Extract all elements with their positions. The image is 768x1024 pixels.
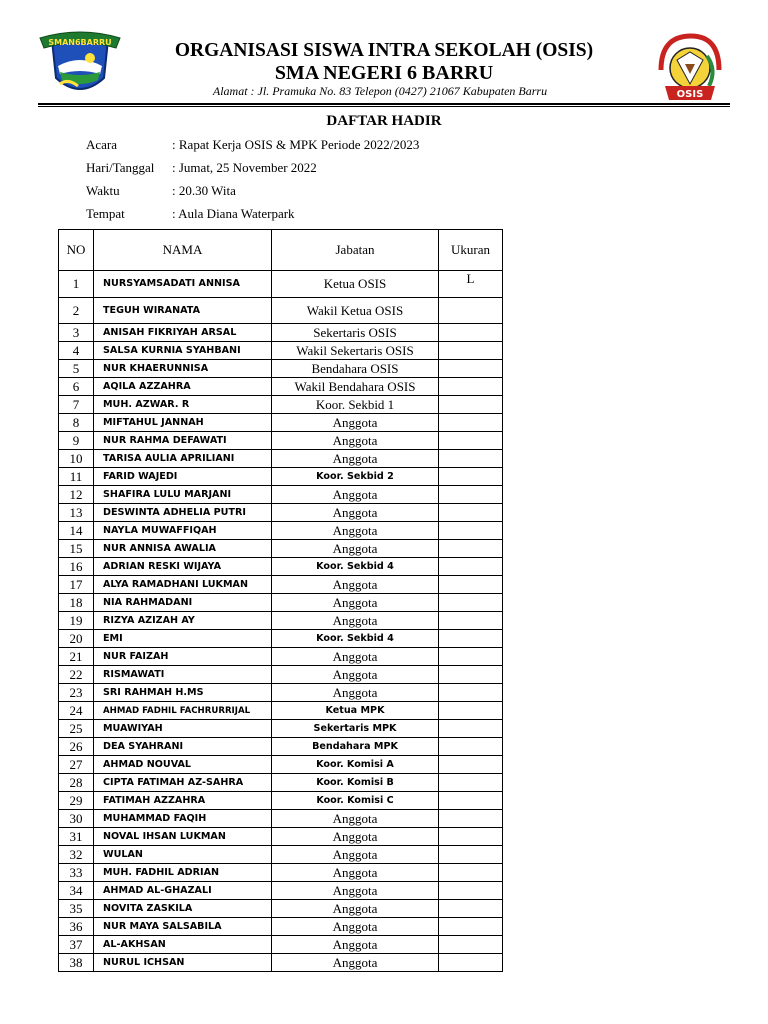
row-position: Wakil Sekertaris OSIS: [272, 342, 439, 360]
row-name: DESWINTA ADHELIA PUTRI: [94, 504, 272, 522]
table-row: [59, 468, 503, 486]
row-name: NOVAL IHSAN LUKMAN: [94, 828, 272, 846]
row-number: 23: [59, 684, 94, 702]
table-row: [59, 666, 503, 684]
table-row: [59, 558, 503, 576]
row-size: [439, 414, 503, 432]
row-size: [439, 954, 503, 972]
row-size: [439, 324, 503, 342]
row-number: 15: [59, 540, 94, 558]
row-size: [439, 522, 503, 540]
row-position: Anggota: [272, 432, 439, 450]
table-row: [59, 846, 503, 864]
row-size: [439, 756, 503, 774]
row-name: DEA SYAHRANI: [94, 738, 272, 756]
row-number: 21: [59, 648, 94, 666]
table-row: [59, 612, 503, 630]
info-row-waktu: [86, 183, 236, 199]
row-number: 29: [59, 792, 94, 810]
row-name: NAYLA MUWAFFIQAH: [94, 522, 272, 540]
row-name: NUR KHAERUNNISA: [94, 360, 272, 378]
row-name: NURUL ICHSAN: [94, 954, 272, 972]
row-size: [439, 396, 503, 414]
info-row-tempat: [86, 206, 295, 222]
row-position: Anggota: [272, 666, 439, 684]
row-position: Anggota: [272, 576, 439, 594]
row-number: 36: [59, 918, 94, 936]
row-size: [439, 666, 503, 684]
row-size: [439, 432, 503, 450]
row-number: 18: [59, 594, 94, 612]
header-divider: [38, 103, 730, 105]
row-number: 6: [59, 378, 94, 396]
row-name: AQILA AZZAHRA: [94, 378, 272, 396]
row-size: [439, 468, 503, 486]
row-position: Anggota: [272, 882, 439, 900]
row-name: MIFTAHUL JANNAH: [94, 414, 272, 432]
row-size: [439, 504, 503, 522]
row-position: Koor. Sekbid 4: [272, 630, 439, 648]
row-position: Anggota: [272, 648, 439, 666]
row-name: MUH. FADHIL ADRIAN: [94, 864, 272, 882]
row-position: Anggota: [272, 918, 439, 936]
row-size: [439, 594, 503, 612]
row-name: AL-AKHSAN: [94, 936, 272, 954]
row-name: RISMAWATI: [94, 666, 272, 684]
school-name: SMA NEGERI 6 BARRU: [274, 62, 494, 84]
table-row: [59, 414, 503, 432]
info-label: Hari/Tanggal: [86, 160, 155, 175]
table-row: [59, 486, 503, 504]
svg-text:SMAN6BARRU: SMAN6BARRU: [48, 38, 112, 47]
info-label: Waktu: [86, 183, 120, 198]
row-position: Sekertaris MPK: [272, 720, 439, 738]
table-row: [59, 298, 503, 324]
row-size: [439, 702, 503, 720]
row-number: 7: [59, 396, 94, 414]
row-name: FATIMAH AZZAHRA: [94, 792, 272, 810]
row-position: Anggota: [272, 540, 439, 558]
row-size: [439, 684, 503, 702]
row-name: TEGUH WIRANATA: [94, 298, 272, 324]
row-name: CIPTA FATIMAH AZ-SAHRA: [94, 774, 272, 792]
row-number: 33: [59, 864, 94, 882]
row-size: [439, 648, 503, 666]
row-size: [439, 774, 503, 792]
row-size: [439, 810, 503, 828]
table-row: [59, 738, 503, 756]
row-position: Ketua OSIS: [272, 271, 439, 298]
row-position: Koor. Sekbid 1: [272, 396, 439, 414]
row-name: AHMAD NOUVAL: [94, 756, 272, 774]
header-nama: NAMA: [94, 230, 272, 271]
header-no: NO: [59, 230, 94, 271]
row-name: NUR FAIZAH: [94, 648, 272, 666]
table-row: [59, 450, 503, 468]
row-size: [439, 918, 503, 936]
row-name: NOVITA ZASKILA: [94, 900, 272, 918]
table-row: [59, 774, 503, 792]
row-number: 35: [59, 900, 94, 918]
row-position: Anggota: [272, 954, 439, 972]
table-row: [59, 324, 503, 342]
info-value: : 20.30 Wita: [172, 183, 236, 198]
row-number: 1: [59, 271, 94, 298]
row-name: NUR RAHMA DEFAWATI: [94, 432, 272, 450]
row-position: Koor. Komisi C: [272, 792, 439, 810]
row-position: Anggota: [272, 486, 439, 504]
table-row: [59, 810, 503, 828]
row-number: 19: [59, 612, 94, 630]
row-size: [439, 630, 503, 648]
row-position: Anggota: [272, 900, 439, 918]
info-row-acara: [86, 137, 419, 153]
table-row: [59, 684, 503, 702]
row-size: L: [439, 271, 503, 298]
row-position: Anggota: [272, 828, 439, 846]
row-position: Bendahara OSIS: [272, 360, 439, 378]
row-position: Koor. Komisi A: [272, 756, 439, 774]
row-name: MUH. AZWAR. R: [94, 396, 272, 414]
table-row: [59, 396, 503, 414]
header-jabatan: Jabatan: [272, 230, 439, 271]
school-address: Alamat : Jl. Pramuka No. 83 Telepon (0427) 21067 Kabupaten Barru: [212, 84, 548, 98]
row-name: AHMAD AL-GHAZALI: [94, 882, 272, 900]
row-name: MUAWIYAH: [94, 720, 272, 738]
row-position: Ketua MPK: [272, 702, 439, 720]
row-number: 2: [59, 298, 94, 324]
row-number: 13: [59, 504, 94, 522]
row-size: [439, 450, 503, 468]
row-name: TARISA AULIA APRILIANI: [94, 450, 272, 468]
row-position: Wakil Bendahara OSIS: [272, 378, 439, 396]
svg-text:OSIS: OSIS: [676, 89, 704, 100]
row-size: [439, 540, 503, 558]
row-position: Wakil Ketua OSIS: [272, 298, 439, 324]
row-position: Anggota: [272, 594, 439, 612]
row-size: [439, 720, 503, 738]
table-row: [59, 864, 503, 882]
row-name: NUR ANNISA AWALIA: [94, 540, 272, 558]
row-number: 38: [59, 954, 94, 972]
table-row: [59, 918, 503, 936]
row-number: 11: [59, 468, 94, 486]
row-position: Anggota: [272, 684, 439, 702]
row-size: [439, 846, 503, 864]
row-name: EMI: [94, 630, 272, 648]
row-number: 37: [59, 936, 94, 954]
row-position: Anggota: [272, 612, 439, 630]
row-position: Bendahara MPK: [272, 738, 439, 756]
table-row: [59, 900, 503, 918]
table-row: [59, 540, 503, 558]
row-number: 8: [59, 414, 94, 432]
osis-logo-icon: [655, 30, 725, 104]
table-row: [59, 882, 503, 900]
row-size: [439, 558, 503, 576]
row-position: Koor. Komisi B: [272, 774, 439, 792]
table-row: [59, 648, 503, 666]
row-name: ALYA RAMADHANI LUKMAN: [94, 576, 272, 594]
row-number: 32: [59, 846, 94, 864]
row-name: RIZYA AZIZAH AY: [94, 612, 272, 630]
row-size: [439, 576, 503, 594]
document-title: DAFTAR HADIR: [326, 113, 442, 129]
row-position: Anggota: [272, 846, 439, 864]
row-size: [439, 738, 503, 756]
row-name: SHAFIRA LULU MARJANI: [94, 486, 272, 504]
table-row: [59, 720, 503, 738]
row-name: ADRIAN RESKI WIJAYA: [94, 558, 272, 576]
row-size: [439, 360, 503, 378]
row-number: 12: [59, 486, 94, 504]
table-header-row: [59, 230, 503, 271]
row-size: [439, 900, 503, 918]
row-position: Koor. Sekbid 2: [272, 468, 439, 486]
info-value: : Rapat Kerja OSIS & MPK Periode 2022/2023: [172, 137, 419, 152]
info-label: Acara: [86, 137, 118, 152]
row-position: Anggota: [272, 522, 439, 540]
table-row: [59, 936, 503, 954]
table-row: [59, 594, 503, 612]
info-row-hari-tanggal: [86, 160, 317, 176]
row-name: SALSA KURNIA SYAHBANI: [94, 342, 272, 360]
row-number: 26: [59, 738, 94, 756]
table-row: [59, 576, 503, 594]
row-size: [439, 864, 503, 882]
organization-name: ORGANISASI SISWA INTRA SEKOLAH (OSIS): [174, 40, 594, 61]
table-row: [59, 360, 503, 378]
row-number: 31: [59, 828, 94, 846]
row-number: 3: [59, 324, 94, 342]
table-row: [59, 522, 503, 540]
row-size: [439, 298, 503, 324]
row-size: [439, 936, 503, 954]
row-size: [439, 792, 503, 810]
row-number: 4: [59, 342, 94, 360]
row-number: 24: [59, 702, 94, 720]
row-position: Anggota: [272, 504, 439, 522]
row-position: Anggota: [272, 936, 439, 954]
row-name: NIA RAHMADANI: [94, 594, 272, 612]
table-row: [59, 271, 503, 298]
letterhead: [0, 0, 768, 110]
attendance-table: [58, 229, 503, 972]
row-number: 10: [59, 450, 94, 468]
row-size: [439, 486, 503, 504]
table-row: [59, 954, 503, 972]
table-row: [59, 702, 503, 720]
row-position: Anggota: [272, 864, 439, 882]
row-number: 9: [59, 432, 94, 450]
table-row: [59, 378, 503, 396]
row-size: [439, 612, 503, 630]
row-number: 20: [59, 630, 94, 648]
row-number: 28: [59, 774, 94, 792]
row-number: 5: [59, 360, 94, 378]
row-name: FARID WAJEDI: [94, 468, 272, 486]
row-position: Sekertaris OSIS: [272, 324, 439, 342]
table-row: [59, 432, 503, 450]
row-number: 25: [59, 720, 94, 738]
row-size: [439, 828, 503, 846]
row-name: NURSYAMSADATI ANNISA: [94, 271, 272, 298]
info-value: : Jumat, 25 November 2022: [172, 160, 317, 175]
row-size: [439, 882, 503, 900]
row-number: 17: [59, 576, 94, 594]
row-name: MUHAMMAD FAQIH: [94, 810, 272, 828]
row-number: 22: [59, 666, 94, 684]
info-value: : Aula Diana Waterpark: [172, 206, 295, 221]
table-row: [59, 792, 503, 810]
row-name: WULAN: [94, 846, 272, 864]
table-row: [59, 630, 503, 648]
row-position: Anggota: [272, 414, 439, 432]
table-row: [59, 504, 503, 522]
row-number: 34: [59, 882, 94, 900]
row-name: ANISAH FIKRIYAH ARSAL: [94, 324, 272, 342]
row-number: 30: [59, 810, 94, 828]
row-number: 14: [59, 522, 94, 540]
table-row: [59, 828, 503, 846]
row-size: [439, 342, 503, 360]
header-divider-thin: [38, 106, 730, 107]
info-label: Tempat: [86, 206, 125, 221]
header-ukuran: Ukuran: [439, 230, 503, 271]
table-row: [59, 756, 503, 774]
attendance-rows: [59, 271, 503, 972]
row-position: Anggota: [272, 450, 439, 468]
row-number: 16: [59, 558, 94, 576]
row-name: SRI RAHMAH H.MS: [94, 684, 272, 702]
row-name: NUR MAYA SALSABILA: [94, 918, 272, 936]
table-row: [59, 342, 503, 360]
row-name: AHMAD FADHIL FACHRURRIJAL: [94, 702, 272, 720]
row-size: [439, 378, 503, 396]
row-position: Koor. Sekbid 4: [272, 558, 439, 576]
row-position: Anggota: [272, 810, 439, 828]
row-number: 27: [59, 756, 94, 774]
